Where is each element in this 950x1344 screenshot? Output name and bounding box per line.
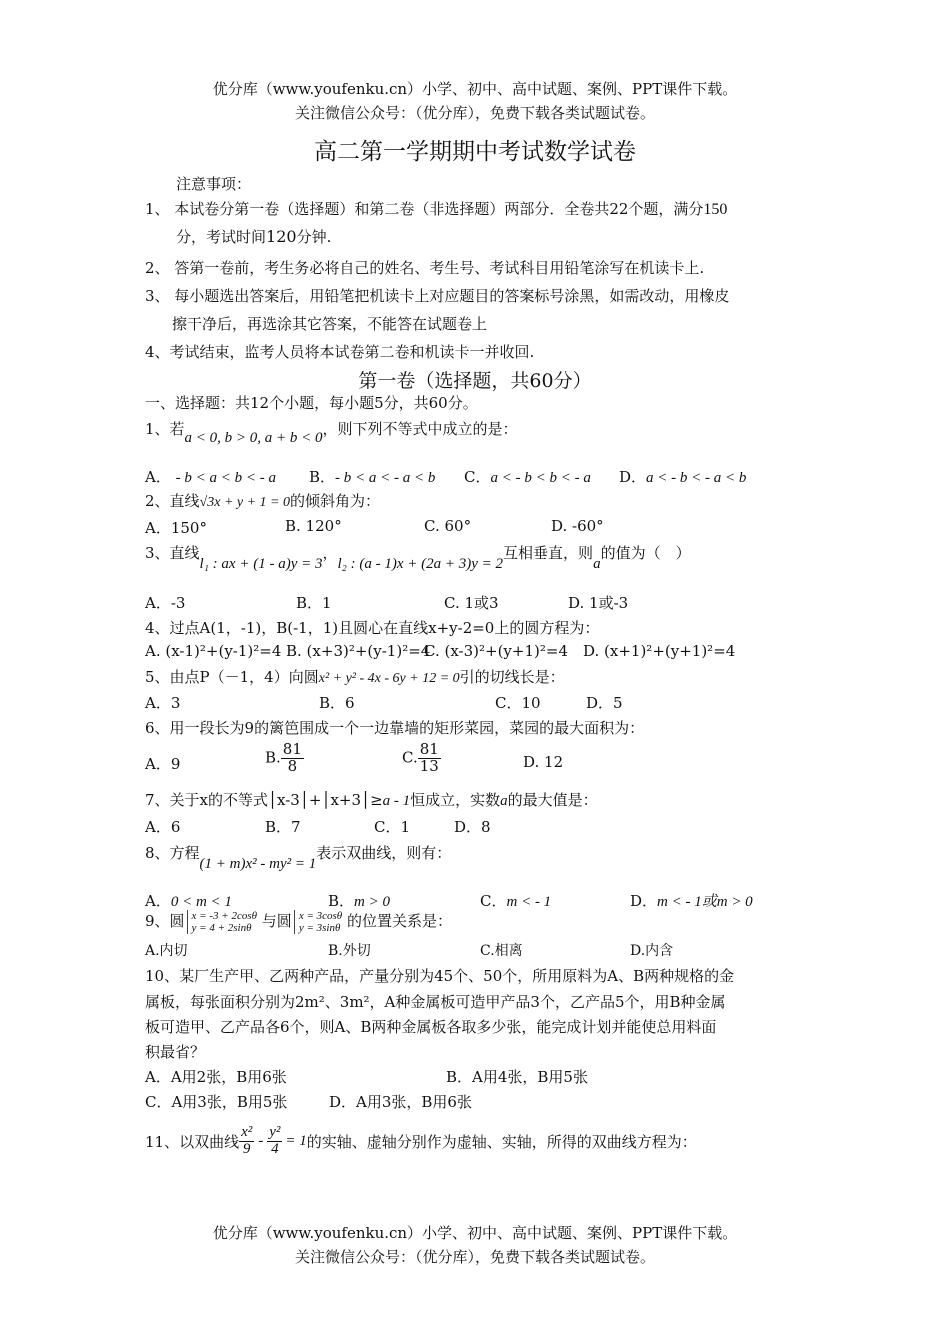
q4-option-a[interactable]: A. (x-1)²+(y-1)²=4: [145, 642, 282, 660]
q7-option-a[interactable]: A．6: [145, 818, 181, 836]
q1-option-d[interactable]: [619, 466, 746, 487]
q2-option-b[interactable]: B. 120°: [285, 517, 342, 535]
q6-option-d[interactable]: D. 12: [523, 753, 564, 771]
q10-option-b[interactable]: B．A用4张，B用5张: [446, 1068, 588, 1086]
q1-b-expr: - b < a < - a < b: [335, 470, 436, 486]
q11-frac-1: [239, 1125, 254, 1158]
q10-option-a[interactable]: A．A用2张，B用6张: [145, 1068, 287, 1086]
note-1-text: 1、 本试卷分第一卷（选择题）和第二卷（非选择题）两部分．全卷共22个题，满分: [145, 200, 704, 218]
q4-option-c[interactable]: C. (x-3)²+(y+1)²=4: [424, 642, 568, 660]
q11-d1: 9: [242, 1140, 251, 1157]
q8-c-label: C．: [480, 892, 507, 910]
q3-tail2: 的值为（ ）: [600, 544, 691, 562]
q11-stem: [145, 1125, 697, 1158]
q5-option-b[interactable]: B．6: [319, 694, 355, 712]
q6-option-c[interactable]: [402, 742, 441, 775]
q8-a-expr: 0 < m < 1: [170, 894, 232, 910]
q9-s2b: y = 3sinθ: [298, 922, 341, 935]
q9-option-b[interactable]: B.外切: [328, 943, 371, 959]
q6-b-fraction: [281, 742, 304, 775]
q8-tail: 表示双曲线，则有：: [316, 844, 452, 862]
q9-option-c[interactable]: C.相离: [480, 943, 523, 959]
note-3: 3、 每小题选出答案后，用铅笔把机读卡上对应题目的答案标号涂黑，如需改动，用橡皮: [145, 287, 730, 305]
q7-expr: a - 1: [382, 793, 411, 809]
q3-line1: l₁ : ax + (1 - a)y = 3: [199, 556, 323, 572]
q6-b-den: 8: [287, 756, 298, 775]
q9-s2a: x = 3cosθ: [298, 910, 343, 922]
q1-tail: ，则下列不等式中成立的是：: [322, 420, 518, 438]
q7-var: a: [500, 793, 508, 809]
q2-option-c[interactable]: C. 60°: [424, 517, 472, 535]
q4-option-b[interactable]: B. (x+3)²+(y-1)²=4: [286, 642, 431, 660]
q2-tail: 的倾斜角为：: [290, 492, 381, 510]
q5-option-d[interactable]: D．5: [586, 694, 623, 712]
q1-c-label: C．: [464, 468, 491, 486]
q1-a-label: A．: [145, 468, 171, 486]
q8-d-label: D．: [630, 892, 658, 910]
q2-option-a[interactable]: A．150°: [145, 519, 207, 537]
q10-line-1: 10、某厂生产甲、乙两种产品，产量分别为45个、50个，所用原料为A、B两种规格的金: [145, 967, 735, 985]
section1-title: 第一卷（选择题，共60分）: [358, 370, 592, 392]
q3-option-d[interactable]: D. 1或-3: [568, 594, 629, 612]
q10-option-c[interactable]: C．A用3张，B用5张: [145, 1093, 288, 1111]
note-3-cont: 擦干净后，再选涂其它答案，不能答在试题卷上: [172, 315, 488, 333]
q4-option-d[interactable]: D. (x+1)²+(y+1)²=4: [583, 642, 736, 660]
q9-system-2: [294, 910, 342, 934]
q1-label: 1、若: [145, 420, 185, 438]
q9-option-a[interactable]: A.内切: [145, 943, 188, 959]
q11-n1: x²: [241, 1124, 253, 1140]
q3-label: 3、直线: [145, 544, 200, 562]
q8-label: 8、方程: [145, 844, 200, 862]
q7-option-c[interactable]: C．1: [374, 818, 411, 836]
footer-line-1: 优分库（www.youfenku.cn）小学、初中、高中试题、案例、PPT课件下载。: [212, 1224, 738, 1242]
q1-option-a[interactable]: [145, 466, 276, 487]
q9-s1a: x = -3 + 2cosθ: [191, 910, 258, 922]
q9-label: 9、圆: [145, 912, 185, 931]
q3-option-a[interactable]: A．-3: [145, 594, 186, 612]
q7-tail: 恒成立，实数: [410, 791, 501, 809]
q8-b-label: B．: [328, 892, 355, 910]
q7-option-d[interactable]: D．8: [454, 818, 491, 836]
q2-stem: [145, 490, 380, 511]
q2-option-d[interactable]: D. -60°: [551, 517, 604, 535]
q6-c-label: C.: [402, 748, 418, 767]
q5-tail: 引的切线长是：: [459, 668, 565, 686]
q6-c-fraction: [418, 742, 441, 775]
q6-b-label: B.: [265, 748, 281, 767]
q1-condition: a < 0, b > 0, a + b < 0: [184, 430, 323, 446]
q11-op: -: [258, 1132, 264, 1149]
q6-b-num: 81: [282, 740, 302, 758]
q2-expr: √3x + y + 1 = 0: [199, 495, 290, 510]
header-line-2: 关注微信公众号：（优分库），免费下载各类试题试卷。: [294, 104, 655, 122]
note-1-time-label: 分，考试时间: [176, 228, 267, 246]
q3-option-c[interactable]: C. 1或3: [444, 594, 499, 612]
q4-stem: 4、过点A(1，-1)，B(-1，1)且圆心在直线x+y-2=0上的圆方程为：: [145, 619, 600, 637]
q9-tail: 的位置关系是：: [346, 912, 452, 931]
note-4: 4、考试结束，监考人员将本试卷第二卷和机读卡一并收回.: [145, 343, 535, 361]
q8-expr: (1 + m)x² - my² = 1: [199, 856, 317, 872]
note-1: [145, 198, 727, 219]
q10-line-2: 属板，每张面积分别为2m²、3m²，A种金属板可造甲产品3个，乙产品5个，用B种金属: [145, 993, 726, 1011]
q6-option-b[interactable]: [265, 742, 304, 775]
q8-a-label: A．: [145, 892, 171, 910]
q11-n2: y²: [269, 1124, 281, 1140]
note-1-cont: [176, 226, 331, 247]
q5-stem: [145, 666, 565, 687]
q9-option-d[interactable]: D.内含: [630, 943, 674, 959]
q6-stem: 6、用一段长为9的篱笆围成一个一边靠墙的矩形菜园，菜园的最大面积为：: [145, 719, 645, 737]
q5-option-a[interactable]: A．3: [145, 694, 181, 712]
q8-b-expr: m > 0: [354, 894, 390, 910]
q3-tail: 互相垂直，则: [503, 544, 594, 562]
q9-stem: [145, 910, 452, 934]
q8-option-a[interactable]: [145, 890, 232, 911]
q6-c-num: 81: [419, 740, 439, 758]
q1-a-expr: - b < a < b < - a: [175, 470, 276, 486]
q11-label: 11、以双曲线: [145, 1132, 240, 1151]
q1-c-expr: a < - b < b < - a: [490, 470, 591, 486]
q6-c-den: 13: [419, 756, 439, 775]
footer-line-2: 关注微信公众号：（优分库），免费下载各类试题试卷。: [294, 1248, 655, 1266]
q5-expr: x² + y² - 4x - 6y + 12 = 0: [318, 671, 460, 686]
note-2: 2、 答第一卷前，考生务必将自己的姓名、考生号、考试科目用铅笔涂写在机读卡上.: [145, 259, 705, 277]
q9-mid: 与圆: [261, 912, 292, 931]
q3-stem: [145, 542, 691, 572]
q10-option-d[interactable]: D．A用3张，B用6张: [329, 1093, 472, 1111]
q1-d-expr: a < - b < - a < b: [646, 470, 747, 486]
q5-option-c[interactable]: C．10: [495, 694, 541, 712]
q11-frac-2: [267, 1125, 282, 1158]
note-1-end: 分钟.: [296, 228, 332, 246]
q10-line-3: 板可造甲、乙产品各6个，则A、B两种金属板各取多少张，能完成计划并能使总用料面: [145, 1018, 717, 1036]
q9-s1b: y = 4 + 2sinθ: [191, 922, 252, 935]
q3-line2: l₂ : (a - 1)x + (2a + 3)y = 2: [337, 556, 504, 572]
header-line-1: 优分库（www.youfenku.cn）小学、初中、高中试题、案例、PPT课件下载。: [212, 80, 738, 98]
q6-option-a[interactable]: A．9: [145, 755, 181, 773]
q7-label: 7、关于x的不等式│x-3│+│x+3│≥: [145, 791, 383, 809]
q11-eq: = 1: [285, 1132, 307, 1149]
q9-system-1: [187, 910, 257, 934]
page-title: 高二第一学期期中考试数学试卷: [314, 139, 636, 165]
q10-line-4: 积最省？: [145, 1043, 206, 1061]
q7-tail2: 的最大值是：: [507, 791, 598, 809]
q1-d-label: D．: [619, 468, 647, 486]
q8-c-expr: m < - 1: [506, 894, 552, 910]
q8-stem: [145, 842, 452, 872]
note-1-time: 120: [266, 227, 297, 246]
q1-option-b[interactable]: [309, 466, 435, 487]
q5-label: 5、由点P（－1，4）向圆: [145, 668, 319, 686]
section1-intro: 一、选择题：共12个小题，每小题5分，共60分。: [145, 394, 478, 412]
q8-option-b[interactable]: [328, 890, 390, 911]
q7-option-b[interactable]: B．7: [265, 818, 301, 836]
q8-option-c[interactable]: [480, 890, 551, 911]
q8-option-d[interactable]: [630, 890, 753, 911]
q1-option-c[interactable]: [464, 466, 591, 487]
q1-b-label: B．: [309, 468, 336, 486]
q11-d2: 4: [271, 1140, 279, 1157]
q2-label: 2、直线: [145, 492, 200, 510]
q11-tail: 的实轴、虚轴分别作为虚轴、实轴，所得的双曲线方程为：: [306, 1132, 697, 1151]
q7-stem: [145, 789, 598, 810]
q8-d-expr: m < - 1或m > 0: [657, 894, 753, 910]
note-1-score: 150: [703, 201, 728, 218]
notes-heading: 注意事项：: [176, 175, 252, 193]
q3-var: a: [593, 556, 601, 572]
q3-sep: ，: [322, 544, 338, 562]
q1-stem: [145, 418, 518, 446]
q3-option-b[interactable]: B．1: [296, 594, 332, 612]
